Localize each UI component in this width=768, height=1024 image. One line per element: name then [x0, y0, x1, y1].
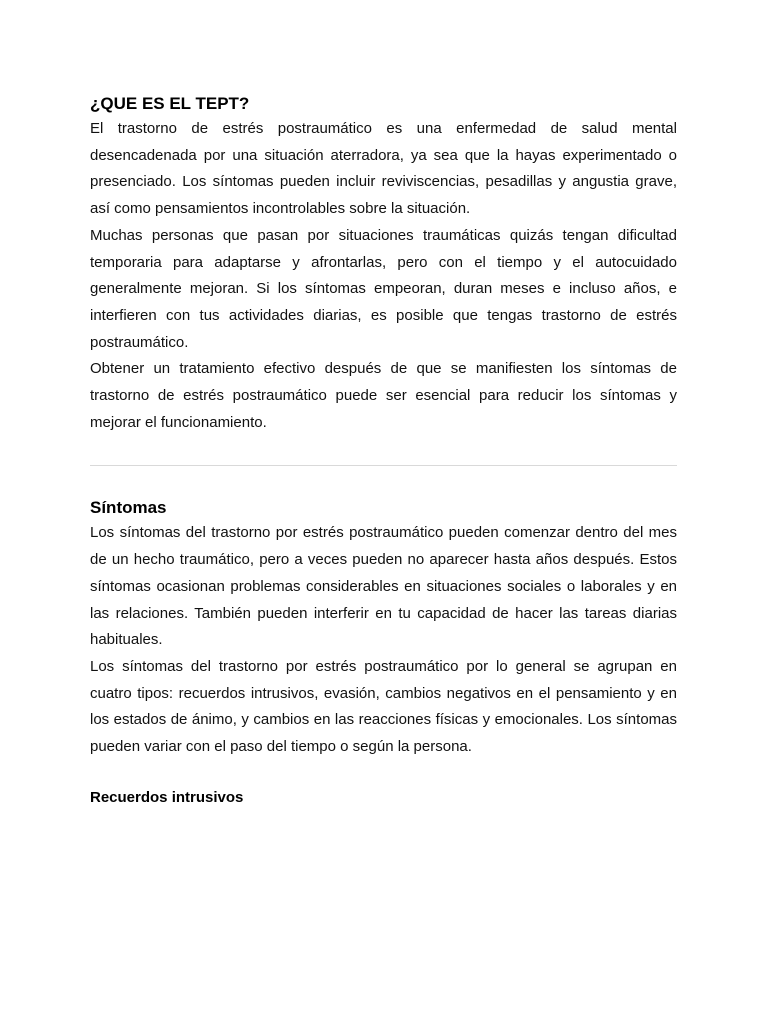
paragraph-adaptation: Muchas personas que pasan por situaciones traumáticas quizás tengan dificultad temporaria para adaptarse y afrontarlas, pero con el tiempo y el autocuidado generalmente mejoran. Si los síntomas empeoran, duran meses e incluso años, e interfieren con tus actividades diarias, es posible que tengas trastorno de estrés postraumático.: [90, 226, 677, 351]
paragraph-symptom-onset: Los síntomas del trastorno por estrés postraumático pueden comenzar dentro del mes de un hecho traumático, pero a veces pueden no aparecer hasta años después. Estos síntomas ocasionan problemas considerables en situaciones sociales o laborales y en las relaciones. También pueden interferir en tu capacidad de hacer las tareas diarias habituales.: [90, 524, 677, 649]
document-page: [90, 92, 677, 810]
paragraph-symptom-types: Los síntomas del trastorno por estrés postraumático por lo general se agrupan en cuatro tipos: recuerdos intrusivos, evasión, cambios negativos en el pensamiento y en los estados de ánimo, y cambios en las reacciones físicas y emocionales. Los síntomas pueden variar con el paso del tiempo o según la persona.: [90, 657, 677, 756]
paragraph-definition: El trastorno de estrés postraumático es una enfermedad de salud mental desencadenada por una situación aterradora, ya sea que la hayas experimentado o presenciado. Los síntomas pueden incluir reviviscencias, pesadillas y angustia grave, así como pensamientos incontrolables sobre la situación.: [90, 120, 677, 218]
section-divider: [90, 465, 677, 466]
subheading-intrusive-memories: Recuerdos intrusivos: [90, 788, 244, 806]
section-title-tept: ¿QUE ES EL TEPT?: [90, 94, 250, 113]
paragraph-treatment: Obtener un tratamiento efectivo después de que se manifiesten los síntomas de trastorno de estrés postraumático puede ser esencial para reducir los síntomas y mejorar el funcionamiento.: [90, 360, 677, 431]
section-title-symptoms: Síntomas: [90, 498, 167, 518]
